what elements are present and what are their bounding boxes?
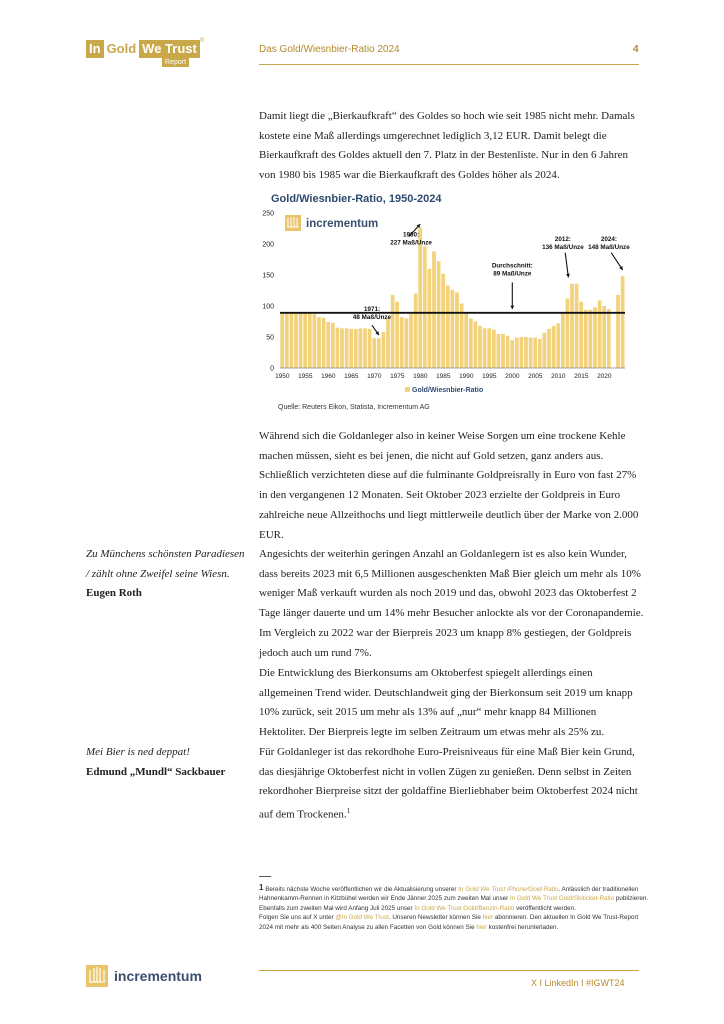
bar-1953 xyxy=(294,313,298,368)
x-tick-label: 1975 xyxy=(390,373,405,380)
annotation-value: 89 Maß/Unze xyxy=(493,270,532,278)
bar-1954 xyxy=(299,313,303,368)
bar-1962 xyxy=(336,328,340,368)
bar-1950 xyxy=(280,313,284,368)
logo-part-in: In xyxy=(86,40,104,58)
y-tick-label: 200 xyxy=(262,241,274,249)
x-tick-label: 2010 xyxy=(551,373,566,380)
sidebar-quote-1 xyxy=(86,545,246,604)
bar-2004 xyxy=(529,338,533,368)
bar-2021 xyxy=(607,309,611,368)
bar-1991 xyxy=(469,318,473,368)
bar-1965 xyxy=(349,329,353,368)
bar-2013 xyxy=(570,284,574,368)
bar-1951 xyxy=(285,313,289,368)
x-tick-label: 1990 xyxy=(459,373,474,380)
bar-2000 xyxy=(510,340,514,368)
link-report-download[interactable]: hier xyxy=(476,923,487,931)
link-benzin-ratio[interactable]: In Gold We Trust Gold/Benzin-Ratio xyxy=(414,904,515,912)
bar-1990 xyxy=(464,313,468,368)
logo-registered-mark: ® xyxy=(200,38,205,44)
bar-2020 xyxy=(602,306,606,368)
paragraph-3: Angesichts der weiterhin geringen Anzahl an Goldanlegern ist es also kein Wunder, dass bereits 2023 mit 6,5 Millionen ausgeschenkten Maß Bier gleich um mehr als 10% weniger Maß verkauft wurden als noch 2019 und das, obwohl 2023 das Oktoberfest 2 Tage länger dauerte und um 14% mehr Besucher anlockte als vor der Coronapandemie. Im Vergleich zu 2022 war der Bierpreis 2023 um knapp 8% gestiegen, der Goldpreis jedoch auch um rund 7%. xyxy=(259,548,644,659)
gold-wiesnbier-chart xyxy=(255,205,635,403)
y-tick-label: 0 xyxy=(270,365,274,373)
bar-1967 xyxy=(359,328,363,368)
sidebar-quote-2 xyxy=(86,743,246,782)
x-tick-label: 1955 xyxy=(298,373,313,380)
footnote-text: publizieren. Ebenfalls zum zweiten Mal wird Anfang Juli 2025 unser xyxy=(259,895,649,912)
bar-2014 xyxy=(575,284,579,368)
quote-author: Edmund „Mundl“ Sackbauer xyxy=(86,765,226,778)
incrementum-chart-logo xyxy=(285,215,378,231)
bar-2015 xyxy=(579,302,583,368)
page-number: 4 xyxy=(633,44,639,55)
bar-1964 xyxy=(345,328,349,368)
x-tick-label: 1995 xyxy=(482,373,497,380)
link-x-account[interactable]: @In Gold We Trust xyxy=(335,914,389,922)
bar-2007 xyxy=(543,333,547,368)
bar-1981 xyxy=(423,246,427,368)
legend-swatch xyxy=(405,387,410,392)
x-tick-label: 1960 xyxy=(321,373,336,380)
footnote-text: abonnieren. Den aktuellen In Gold We Trust-Report 2024 mit mehr als 400 Seiten Analyse zu allen Facetten von Gold können Sie xyxy=(259,914,639,931)
link-newsletter[interactable]: hier xyxy=(482,914,494,922)
bar-1970 xyxy=(372,338,376,368)
bar-1998 xyxy=(501,334,505,368)
bar-2023 xyxy=(616,295,620,368)
x-tick-label: 1950 xyxy=(275,373,290,380)
bar-1975 xyxy=(395,302,399,368)
bar-2011 xyxy=(561,313,565,368)
bar-2001 xyxy=(515,338,519,368)
paragraph-1: Damit liegt die „Bierkaufkraft“ des Goldes so hoch wie seit 1985 nicht mehr. Damals kostete eine Maß allerdings umgerechnet lediglich 3,12 EUR. Damit belegt die Bierkaufkraft des Goldes aktuell den 7. Platz in der Bestenliste. Nur in den 6 Jahren von 1980 bis 1985 war die Bierkaufkraft des Goldes höher als 2024. xyxy=(259,110,635,182)
annotation-value: 48 Maß/Unze xyxy=(352,313,392,321)
quote-text: Zu Münchens schönsten Paradiesen / zählt ohne Zweifel seine Wiesn. xyxy=(86,548,245,580)
bar-1995 xyxy=(487,328,491,368)
legend-label: Gold/Wiesnbier-Ratio xyxy=(412,387,484,394)
x-tick-label: 1985 xyxy=(436,373,451,380)
bar-1978 xyxy=(409,314,413,368)
chart-legend xyxy=(405,387,483,394)
annotation-value: 136 Maß/Unze xyxy=(542,243,584,251)
footer-brand-text: incrementum xyxy=(114,968,202,984)
bar-1999 xyxy=(506,336,510,368)
bar-1986 xyxy=(446,286,450,368)
footnote-text: . Anlässlich der traditionellen Hahnenkamm-Rennen in Kitzbühel werden wir Ende Jänner 2025 zum zweiten Mal unser xyxy=(259,886,639,903)
bar-1994 xyxy=(483,328,487,368)
bar-1956 xyxy=(308,313,312,368)
annotation-label: 2024: xyxy=(600,235,617,243)
bar-1976 xyxy=(400,317,404,368)
bar-1973 xyxy=(386,318,390,368)
bar-1980 xyxy=(418,227,422,368)
bar-2024 xyxy=(621,276,625,368)
bar-2017 xyxy=(589,310,593,368)
annotation-value: 148 Maß/Unze xyxy=(588,243,630,251)
bar-2003 xyxy=(524,337,528,368)
bar-2002 xyxy=(520,337,524,368)
quote-author: Eugen Roth xyxy=(86,587,142,600)
footnote-text: veröffentlicht werden. xyxy=(514,904,576,912)
bar-2019 xyxy=(598,300,602,368)
bar-1982 xyxy=(428,269,432,368)
x-tick-label: 1980 xyxy=(413,373,428,380)
bar-1983 xyxy=(432,251,436,368)
bar-2018 xyxy=(593,307,597,368)
bar-1992 xyxy=(474,322,478,369)
bar-2012 xyxy=(566,299,570,368)
footnote-text: Bereits nächste Woche veröffentlichen wir die Aktualisierung unserer xyxy=(263,886,459,893)
chart-brand-text: incrementum xyxy=(306,218,379,230)
bar-1960 xyxy=(326,322,330,368)
bar-2008 xyxy=(547,329,551,368)
link-skiticket-ratio[interactable]: In Gold We Trust Gold/Skiticket-Ratio xyxy=(509,895,615,903)
footnote-mark: 1 xyxy=(259,883,264,892)
y-tick-label: 150 xyxy=(262,272,274,280)
bar-1969 xyxy=(368,329,372,368)
bar-1963 xyxy=(340,328,344,368)
x-tick-label: 1965 xyxy=(344,373,359,380)
bar-1987 xyxy=(451,290,455,368)
x-tick-label: 2005 xyxy=(528,373,543,380)
bar-2016 xyxy=(584,310,588,368)
y-tick-label: 50 xyxy=(266,334,274,342)
annotation-label: 1971: xyxy=(363,305,381,313)
logo-report-label: Report xyxy=(162,58,189,67)
annotation-arrow xyxy=(565,253,568,278)
bar-1952 xyxy=(290,313,294,368)
header-divider xyxy=(259,64,639,65)
footnote-text: Folgen Sie uns auf X unter xyxy=(259,914,336,922)
chart-title: Gold/Wiesnbier-Ratio, 1950-2024 xyxy=(271,193,442,205)
annotation-value: 227 Maß/Unze xyxy=(390,239,432,247)
bar-1996 xyxy=(492,330,496,368)
footnote-text: kostenfrei herunterladen. xyxy=(486,923,559,931)
bar-1985 xyxy=(441,274,445,368)
bar-1957 xyxy=(313,314,317,368)
paragraph-4: Die Entwicklung des Bierkonsums am Oktoberfest spiegelt allerdings einen allgemeinen Trend wider. Deutschlandweit ging der Bierkonsum seit 2019 um knapp 10% zurück, seit 2015 um mehr als 13% auf „nur“ mehr knapp 84 Millionen Hektoliter. Der Bierpreis legte im selben Zeitraum um etwas mehr als 25% zu. xyxy=(259,667,633,739)
bar-1955 xyxy=(303,313,307,368)
x-tick-label: 2020 xyxy=(597,373,612,380)
annotation-label: 2012: xyxy=(554,235,571,243)
annotation-arrowhead xyxy=(510,306,514,310)
bar-2010 xyxy=(556,323,560,368)
bar-1968 xyxy=(363,328,367,368)
paragraph-2: Während sich die Goldanleger also in keiner Weise Sorgen um eine trockene Kehle machen müssen, sieht es bei jenen, die nicht auf Gold setzen, ganz anders aus. Schließlich verzichteten diese auf die fulminante Goldpreisrally in Euro von fast 27% in den vergangenen 12 Monaten. Seit Oktober 2023 erzielte der Goldpreis in Euro zahlreiche neue Allzeithochs und liegt mittlerweile deutlich über der Marke von 2.000 EUR. xyxy=(259,430,639,541)
x-tick-label: 1970 xyxy=(367,373,382,380)
bar-1961 xyxy=(331,323,335,368)
paragraph-5 xyxy=(259,743,645,825)
bar-1959 xyxy=(322,318,326,368)
bar-1984 xyxy=(437,261,441,368)
quote-text: Mei Bier is ned deppat! xyxy=(86,746,190,758)
in-gold-we-trust-logo xyxy=(86,40,200,60)
header-title: Das Gold/Wiesnbier-Ratio 2024 xyxy=(259,44,400,55)
logo-part-gold: Gold xyxy=(104,40,140,58)
footer-logo xyxy=(86,965,202,987)
annotation-label: 1980: xyxy=(403,231,420,239)
bar-1958 xyxy=(317,317,321,368)
bar-1993 xyxy=(478,326,482,368)
link-iphone-gold-ratio[interactable]: In Gold We Trust iPhone/Gold-Ratio xyxy=(458,886,559,893)
bar-1971 xyxy=(377,338,381,368)
x-tick-label: 2000 xyxy=(505,373,520,380)
footnote-divider xyxy=(259,876,271,877)
footer-social-links[interactable]: X I LinkedIn I #IGWT24 xyxy=(531,978,625,988)
footnote-text: . Unseren Newsletter können Sie xyxy=(388,914,483,922)
footer-divider xyxy=(259,970,639,971)
bar-1974 xyxy=(391,295,395,368)
bar-1988 xyxy=(455,292,459,368)
paragraph-5-text: Für Goldanleger ist das rekordhohe Euro-Preisniveaus für eine Maß Bier kein Grund, das diesjährige Oktoberfest nicht in vollen Zügen zu genießen. Denn selbst in Zeiten rekordhoher Bierpreise sitzt der goldaffine Bierliebhaber beim Oktoberfest 2024 nicht auf dem Trockenen. xyxy=(259,746,638,821)
bar-1997 xyxy=(497,334,501,368)
bar-1966 xyxy=(354,329,358,368)
bar-2009 xyxy=(552,326,556,368)
tree-icon xyxy=(285,215,301,231)
footnote-reference[interactable]: 1 xyxy=(346,807,351,816)
y-tick-label: 100 xyxy=(262,303,274,311)
bar-1977 xyxy=(405,318,409,368)
tree-icon xyxy=(86,965,108,987)
bar-2006 xyxy=(538,339,542,368)
bar-2005 xyxy=(533,338,537,368)
annotation-label: Durchschnitt: xyxy=(491,262,533,270)
x-tick-label: 2015 xyxy=(574,373,589,380)
y-tick-label: 250 xyxy=(262,210,274,218)
footnote xyxy=(259,883,649,932)
logo-part-we-trust: We Trust xyxy=(139,40,200,58)
bar-1972 xyxy=(382,332,386,368)
chart-source: Quelle: Reuters Eikon, Statista, Incrementum AG xyxy=(278,404,430,411)
bar-1979 xyxy=(414,294,418,368)
